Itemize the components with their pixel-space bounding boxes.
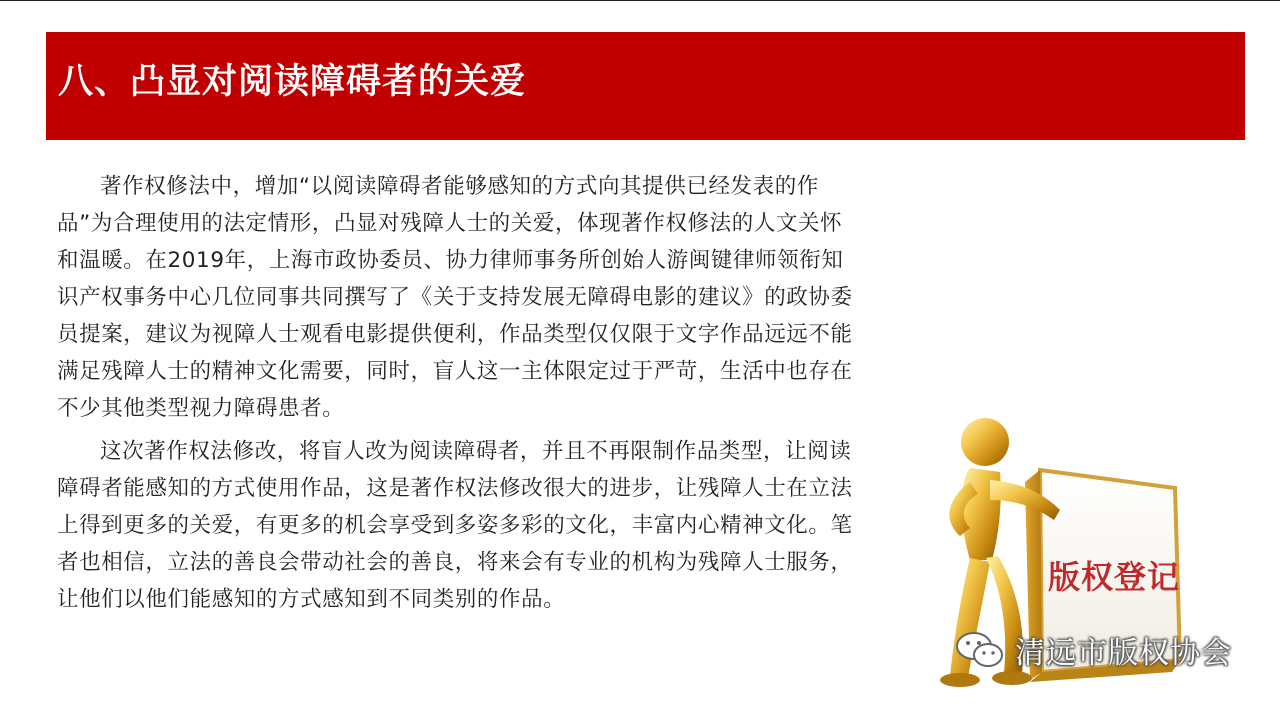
watermark-text: 清远市版权协会 (1015, 636, 1232, 671)
body-text (57, 168, 857, 618)
wechat-icon (955, 630, 1005, 670)
paragraph-1: 著作权修法中，增加“以阅读障碍者能够感知的方式向其提供已经发表的作品”为合理使用的法定情形，凸显对残障人士的关爱，体现著作权修法的人文关怀和温暖。在2019年，上海市政协委员、协力律师事务所创始人游闽键律师领衔知识产权事务中心几位同事共同撰写了《关于支持发展无障碍电影的建议》的政协委员提案，建议为视障人士观看电影提供便利，作品类型仅仅限于文字作品远远不能满足残障人士的精神文化需要，同时，盲人这一主体限定过于严苛，生活中也存在不少其他类型视力障碍患者。 (57, 174, 853, 421)
box-label: 版权登记 (1048, 558, 1181, 596)
title-banner (46, 32, 1245, 140)
top-rule (0, 0, 1280, 1)
watermark (955, 628, 1232, 672)
page-title: 八、凸显对阅读障碍者的关爱 (58, 61, 527, 102)
paragraph-2: 这次著作权法修改，将盲人改为阅读障碍者，并且不再限制作品类型，让阅读障碍者能感知的方式使用作品，这是著作权法修改很大的进步，让残障人士在立法上得到更多的关爱，有更多的机会享受到多姿多彩的文化，丰富内心精神文化。笔者也相信，立法的善良会带动社会的善良，将来会有专业的机构为残障人士服务，让他们以他们能感知的方式感知到不同类别的作品。 (57, 439, 853, 612)
